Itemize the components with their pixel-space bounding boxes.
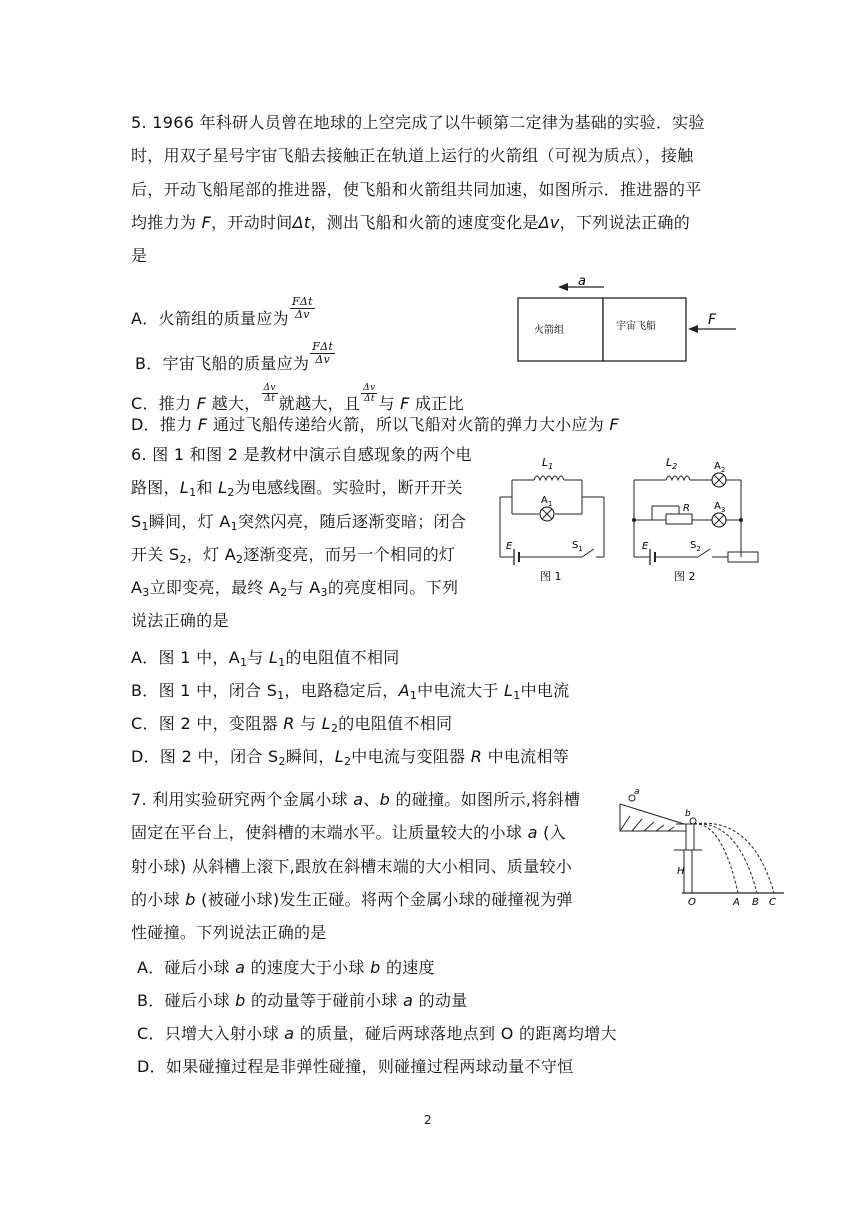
svg-text:H: H	[677, 866, 685, 877]
q6-line6: 说法正确的是	[131, 611, 229, 630]
q7-option-d: D．如果碰撞过程是非弹性碰撞，则碰撞过程两球动量不守恒	[137, 1057, 574, 1076]
q7-line5: 性碰撞。下列说法正确的是	[131, 923, 327, 942]
q7-line1: 7. 利用实验研究两个金属小球 a、b 的碰撞。如图所示,将斜槽	[131, 790, 581, 809]
inductor-L1-icon	[534, 476, 564, 480]
q6-line5: $A_3$立即变亮，最终 $A_2$与 $A_3$的亮度相同。下列	[131, 578, 459, 599]
slide-rheostat-icon	[728, 552, 758, 562]
label-rocket-group: 火箭组	[534, 325, 564, 336]
svg-text:R: R	[683, 503, 690, 514]
q7-line3: 射小球) 从斜槽上滚下,跟放在斜槽末端的大小相同、质量较小	[131, 857, 573, 876]
label-a: a	[578, 276, 586, 289]
q5-option-a: A．火箭组的质量应为 $\frac{\text{FΔt}}{\Delta v}$	[131, 295, 313, 328]
q7-option-a: A．碰后小球 a 的速度大于小球 b 的速度	[137, 958, 435, 977]
svg-text:E: E	[506, 541, 513, 552]
q6-option-c: C．图 2 中，变阻器 R 与 $L_2$的电阻值不相同	[131, 714, 453, 735]
q6-line4: 开关 $S_2$，灯 $A_2$逐渐变亮，而另一个相同的灯	[131, 545, 456, 566]
svg-text:A3: $A_3$	[714, 501, 726, 514]
q7-line4: 的小球 b (被碰小球)发生正碰。将两个金属小球的碰撞视为弹	[131, 890, 573, 909]
svg-text:A1: $A_1$	[541, 495, 553, 508]
q6-option-d: D．图 2 中，闭合 $S_2$瞬间，$L_2$中电流与变阻器 R 中电流相等	[131, 747, 570, 768]
page-number: 2	[424, 1113, 432, 1127]
svg-text:L1: $L_1$	[542, 456, 554, 471]
q6-figure1-circuit	[492, 448, 622, 588]
svg-text:b: b	[685, 809, 691, 819]
ball-b-icon	[690, 818, 696, 824]
inductor-L2-icon	[666, 476, 690, 480]
q5-line2: 时，用双子星号宇宙飞船去接触正在轨道上运行的火箭组（可视为质点），接触	[131, 146, 694, 165]
svg-text:S2: $S_2$	[690, 540, 701, 553]
label-spaceship: 宇宙飞船	[616, 321, 656, 332]
q5-option-b: B．宇宙飞船的质量应为 $\frac{\text{FΔt}}{\Delta v}$	[135, 340, 334, 373]
q6-line2: 路图，$L_1$和 $L_2$为电感线圈。实验时，断开开关	[131, 478, 463, 499]
q5-option-d: D．推力 F 通过飞船传递给火箭，所以飞船对火箭的弹力大小应为 F	[131, 415, 619, 434]
q6-option-b: B．图 1 中，闭合 $S_1$，电路稳定后，$A_1$中电流大于 $L_1$中电流	[131, 681, 570, 702]
svg-text:S1: $S_1$	[572, 540, 583, 553]
q5-line4: 均推力为 F，开动时间Δt，测出飞船和火箭的速度变化是Δv，下列说法正确的	[131, 213, 691, 232]
q5-line3: 后，开动飞船尾部的推进器，使飞船和火箭组共同加速，如图所示．推进器的平	[131, 180, 702, 199]
svg-text:L2: $L_2$	[666, 456, 678, 471]
svg-text:A2: $A_2$	[714, 461, 726, 474]
svg-text:B: B	[752, 897, 759, 908]
q5-line5: 是	[131, 246, 148, 265]
svg-text:E: E	[642, 541, 649, 552]
figure2-caption: 图 2	[674, 570, 696, 583]
figure1-caption: 图 1	[540, 570, 562, 583]
q6-option-a: A．图 1 中，$A_1$与 $L_1$的电阻值不相同	[131, 648, 400, 669]
rheostat-R-icon	[666, 514, 692, 524]
q5-line1: 5. 1966 年科研人员曾在地球的上空完成了以牛顿第二定律为基础的实验．实验	[131, 113, 705, 132]
label-F: F	[708, 312, 717, 328]
q5-option-c: C．推力 F 越大， $\frac{\Delta v}{\Delta t}$ 就越大，且 $\frac{\Delta v}{\Delta t}$ 与 F 成正比	[131, 383, 464, 413]
q6-figure2-circuit	[626, 448, 766, 588]
q5-figure-rocket-ship	[512, 276, 742, 366]
q7-option-c: C．只增大入射小球 a 的质量，碰后两球落地点到 O 的距离均增大	[137, 1024, 617, 1043]
q7-figure-collision	[612, 786, 787, 912]
q6-line1: 6. 图 1 和图 2 是教材中演示自感现象的两个电	[131, 445, 472, 464]
svg-text:O: O	[688, 897, 696, 908]
svg-text:A: A	[733, 897, 740, 908]
q7-line2: 固定在平台上，使斜槽的末端水平。让质量较大的小球 a (入	[131, 823, 566, 842]
svg-text:C: C	[769, 897, 776, 908]
svg-text:a: a	[634, 787, 640, 797]
q7-option-b: B．碰后小球 b 的动量等于碰前小球 a 的动量	[137, 991, 468, 1010]
q6-line3: $S_1$瞬间，灯 $A_1$突然闪亮，随后逐渐变暗；闭合	[131, 512, 467, 533]
